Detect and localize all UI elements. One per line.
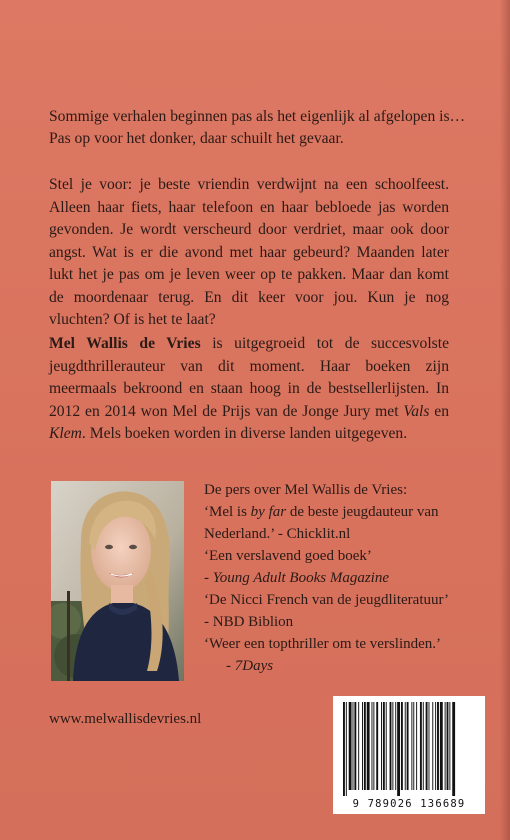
barcode-bar (445, 702, 446, 790)
barcode-bar (420, 702, 422, 790)
quote-2-source-text: - Young Adult Books Magazine (204, 570, 390, 586)
author-bio-text (49, 333, 449, 446)
book-title-vals: Vals (403, 402, 430, 420)
barcode-bar (449, 702, 450, 790)
blurb (49, 174, 449, 332)
barcode-bar (452, 702, 455, 796)
barcode-bar (411, 702, 412, 790)
barcode-bar (376, 702, 378, 790)
author-portrait-image (51, 481, 184, 681)
barcode-bar (386, 702, 387, 790)
press-quote-3-source: - NBD Biblion (204, 614, 294, 630)
barcode-bar (432, 702, 433, 790)
barcode-bar (343, 702, 345, 796)
barcode-bar (383, 702, 385, 790)
barcode-bar (426, 702, 428, 790)
author-name: Mel Wallis de Vries (49, 335, 201, 352)
barcode (333, 696, 485, 814)
barcode-bar (390, 702, 392, 790)
barcode-bar (367, 702, 370, 790)
barcode-bar (407, 702, 409, 790)
intro-line-1: Sommige verhalen beginnen pas als het eigenlijk al afgelopen is… (49, 108, 466, 125)
press-quote-4-source (204, 655, 494, 677)
press-quote-1-source: Nederland.’ - Chicklit.nl (204, 526, 351, 542)
barcode-bar (440, 702, 443, 790)
quote-1-start: ‘Mel is (204, 504, 251, 520)
barcode-bar (447, 702, 449, 790)
blurb-text: Stel je voor: je beste vriendin verdwijnt na een schoolfeest. Alleen haar fiets, haar telefoon en haar bebloede jas worden gevonden. Je wordt verscheurd door verdriet, maar ook door angst. Wat is er die avond met haar gebeurd? Maanden later lukt het je pas om je leven weer op te pakken. Maar dan komt de moordenaar terug. En dit keer voor jou. Kun je nog vluchten? Of is het te laat? (49, 176, 449, 328)
barcode-bar (437, 702, 439, 790)
barcode-bar (429, 702, 430, 790)
barcode-bar (364, 702, 366, 790)
bio-part-1: is uitgegroeid tot de succesvolste jeugdthrillerauteur van dit moment. Haar boeken zijn meermaals bekroond en staan hoog in de bestsellerlijsten. In 2012 en 2014 won Mel de Prijs van de Jonge Jury met (49, 335, 449, 420)
barcode-bar (349, 702, 352, 790)
barcode-bar (354, 702, 356, 790)
barcode-bar (346, 702, 347, 796)
press-quote-2-source (204, 567, 494, 589)
intro-teaser (49, 106, 489, 150)
quote-1-end: de beste jeugdauteur van (286, 504, 439, 520)
barcode-bar (401, 702, 403, 790)
barcode-bar (372, 702, 373, 790)
barcode-bars (339, 702, 479, 796)
author-website: www.melwallisdevries.nl (49, 711, 202, 727)
bio-part-3: . Mels boeken worden in diverse landen uitgegeven. (81, 425, 408, 442)
author-photo (51, 481, 184, 681)
quote-4-source-text: - 7Days (226, 658, 274, 674)
barcode-bar (362, 702, 363, 790)
barcode-bar (435, 702, 436, 790)
barcode-bar (416, 702, 417, 790)
barcode-bar (395, 702, 396, 790)
barcode-bar (413, 702, 414, 790)
barcode-bar (405, 702, 406, 790)
press-quote-1 (204, 501, 494, 523)
barcode-bar (381, 702, 382, 790)
bio-part-2: en (429, 402, 449, 420)
press-quote-4: ‘Weer een topthriller om te verslinden.’ (204, 636, 442, 652)
barcode-bar (373, 702, 374, 790)
author-bio (49, 333, 449, 446)
barcode-bar (392, 702, 393, 790)
press-heading: De pers over Mel Wallis de Vries: (204, 482, 408, 498)
barcode-bar (358, 702, 359, 790)
barcode-bar (423, 702, 424, 790)
barcode-bar (353, 702, 354, 790)
intro-line-2: Pas op voor het donker, daar schuilt het gevaar. (49, 130, 344, 147)
press-quote-2: ‘Een verslavend goed boek’ (204, 548, 372, 564)
isbn-number: 9 789026 136689 (352, 798, 466, 810)
book-title-klem: Klem (49, 425, 82, 442)
barcode-bar (397, 702, 400, 796)
cover-edge-shadow (500, 0, 510, 840)
press-quotes (204, 479, 494, 677)
press-quote-3: ‘De Nicci French van de jeugdliteratuur’ (204, 592, 450, 608)
quote-1-emphasis: by far (250, 504, 287, 520)
